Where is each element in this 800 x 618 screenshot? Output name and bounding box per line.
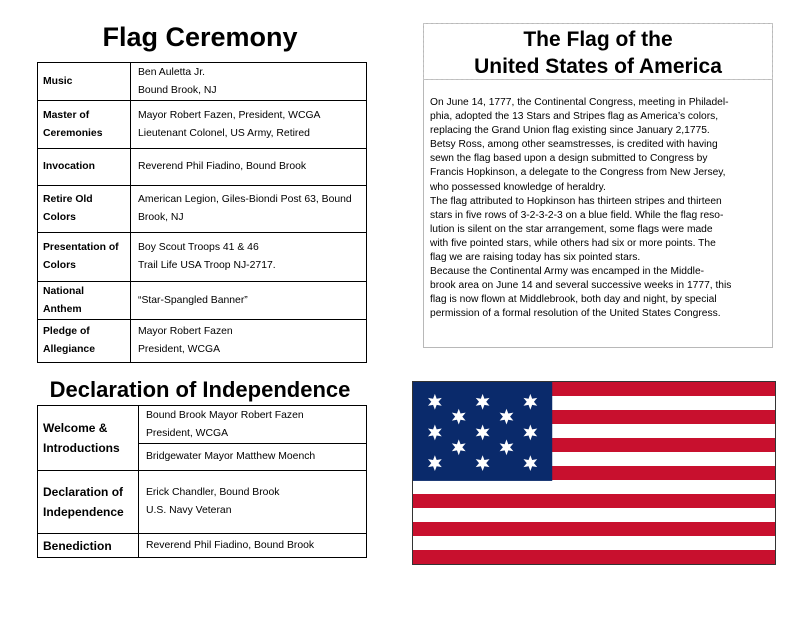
row-label: Welcome & Introductions — [38, 406, 139, 471]
row-value: Bound Brook Mayor Robert Fazen President, WCGA — [139, 406, 367, 444]
info-title-line1: The Flag of the — [523, 28, 673, 51]
row-value: Erick Chandler, Bound Brook U.S. Navy Veteran — [139, 471, 367, 534]
flag-ceremony-table — [37, 62, 367, 363]
row-label: Declaration of Independence — [38, 471, 139, 534]
row-label: Presentation of Colors — [38, 233, 131, 282]
declaration-title: Declaration of Independence — [49, 377, 351, 402]
flag-stripe — [413, 550, 775, 564]
flag-stripe — [413, 494, 775, 508]
table-row — [38, 406, 367, 444]
row-label: Invocation — [38, 149, 131, 186]
table-row — [38, 186, 367, 233]
row-label: Pledge of Allegiance — [38, 320, 131, 363]
flag-stripe — [413, 536, 775, 550]
row-value: Ben Auletta Jr. Bound Brook, NJ — [131, 63, 367, 101]
table-row — [38, 101, 367, 149]
row-value: Reverend Phil Fiadino, Bound Brook — [131, 149, 367, 186]
table-row — [38, 282, 367, 320]
info-title-line2: United States of America — [474, 55, 722, 78]
row-value: Mayor Robert Fazen, President, WCGA Lieutenant Colonel, US Army, Retired — [131, 101, 367, 149]
row-value: Bridgewater Mayor Matthew Moench — [139, 444, 367, 471]
table-row — [38, 534, 367, 558]
flag-stripe — [413, 508, 775, 522]
table-row — [38, 471, 367, 534]
us-flag-13-stars-image — [412, 381, 776, 565]
flag-stripe — [413, 522, 775, 536]
row-label: Retire Old Colors — [38, 186, 131, 233]
declaration-table — [37, 405, 367, 558]
row-label: Music — [38, 63, 131, 101]
row-value: Reverend Phil Fiadino, Bound Brook — [139, 534, 367, 558]
row-value: “Star-Spangled Banner” — [131, 282, 367, 320]
info-body-text: On June 14, 1777, the Continental Congress, meeting in Philadel- phia, adopted the 13 Stars and Stripes flag as America’s colors, replacing the Grand Union flag existing since January 2,1775. Betsy Ross, among other seamstresses, is credited with having sewn the flag based upon a design submitted to Congress by Francis Hopkinson, a delegate to the Congress from New Jersey, who possessed knowledge of heraldry. The flag attributed to Hopkinson has thirteen stripes and thirteen stars in five rows of 3-2-3-2-3 on a blue field. While the flag reso- lution is silent on the star arrangement, some flags were made with five pointed stars, while others had six or more points. The flag we are raising today has six pointed stars. Because the Continental Army was encamped in the Middle- brook area on June 14 and several successive weeks in 1777, this flag is now flown at Middlebrook, both day and night, by special permission of a formal resolution of the United States Congress. — [430, 97, 732, 320]
table-row — [38, 63, 367, 101]
flag-info-panel — [423, 23, 773, 348]
flag-ceremony-title: Flag Ceremony — [102, 22, 298, 52]
table-row — [38, 149, 367, 186]
row-value: American Legion, Giles-Biondi Post 63, Bound Brook, NJ — [131, 186, 367, 233]
table-row — [38, 233, 367, 282]
row-label: National Anthem — [38, 282, 131, 320]
info-title-box — [424, 24, 772, 80]
row-label: Master of Ceremonies — [38, 101, 131, 149]
flag-stripe — [413, 480, 775, 494]
row-value: Boy Scout Troops 41 & 46 Trail Life USA Troop NJ-2717. — [131, 233, 367, 282]
table-row — [38, 320, 367, 363]
row-value: Mayor Robert Fazen President, WCGA — [131, 320, 367, 363]
row-label: Benediction — [38, 534, 139, 558]
